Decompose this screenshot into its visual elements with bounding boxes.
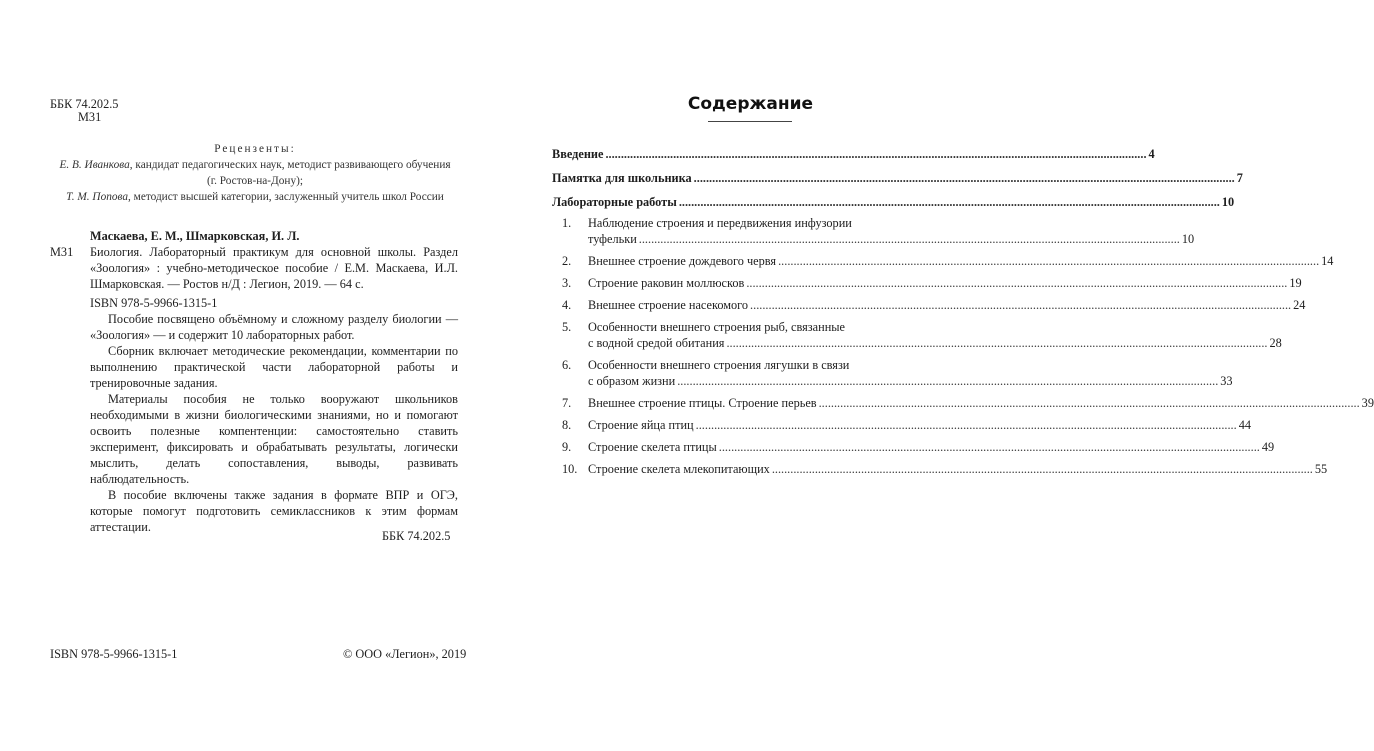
leader-dots [778, 253, 1319, 269]
toc-lab-entry[interactable] [552, 297, 1306, 313]
lab-title-row [588, 275, 1302, 291]
lab-list [552, 215, 1374, 477]
lab-number: 7. [562, 396, 572, 410]
lab-title: Строение раковин моллюсков [588, 276, 745, 290]
lab-title-row [588, 253, 1333, 269]
author-mark-top: М31 [78, 110, 102, 124]
abstract [90, 311, 458, 535]
abstract-paragraph: Пособие посвящено объёмному и сложному разделу биологии — «Зоология» — и содержит 10 лабораторных работ. [90, 312, 458, 342]
lab-title-block [588, 275, 1302, 291]
lab-title: Строение яйца птиц [588, 418, 694, 432]
lab-title-row [588, 335, 1282, 351]
lab-number: 6. [562, 358, 572, 372]
toc-lab-entry[interactable] [552, 215, 1195, 247]
toc-lab-entry[interactable] [552, 461, 1328, 477]
leader-dots [696, 417, 1237, 433]
lab-title-row [588, 417, 1251, 433]
lab-title-block [588, 253, 1333, 269]
lab-page: 10 [1181, 232, 1195, 246]
leader-dots [772, 461, 1313, 477]
lab-number: 10. [562, 462, 578, 476]
lab-title-line: Особенности внешнего строения лягушки в связи [588, 358, 850, 372]
reviewer-1 [50, 157, 460, 173]
bibliographic-record: Биология. Лабораторный практикум для основной школы. Раздел «Зоология» : учебно-методическое пособие / Е.М. Маскаева, И.Л. Шмарковская. — Ростов н/Д : Легион, 2019. — 64 с. [90, 245, 458, 291]
leader-dots [750, 297, 1291, 313]
toc-lab-entry[interactable] [552, 395, 1374, 411]
lab-title-block [588, 319, 1282, 351]
lab-title-line: Наблюдение строения и передвижения инфузории [588, 216, 852, 230]
leader-dots [819, 395, 1360, 411]
author-mark: М31 [50, 245, 74, 259]
toc-entry-lab-works[interactable] [552, 194, 1235, 210]
lab-title-block [588, 439, 1274, 455]
lab-number: 9. [562, 440, 572, 454]
lab-page: 28 [1269, 336, 1282, 350]
toc-lab-entry[interactable] [552, 357, 1233, 389]
lab-number: 2. [562, 254, 572, 268]
lab-title-row [588, 439, 1274, 455]
reviewer-2-name: Т. М. Попова [66, 191, 129, 203]
lab-number: 1. [562, 216, 572, 230]
leader-dots [746, 275, 1287, 291]
isbn-bottom: ISBN 978-5-9966-1315-1 [50, 647, 178, 661]
leader-dots [639, 231, 1180, 247]
authors: Маскаева, Е. М., Шмарковская, И. Л. [90, 229, 300, 243]
reviewer-2-desc: , методист высшей категории, заслуженный учитель школ России [128, 191, 444, 203]
leader-dots [726, 335, 1267, 351]
toc-lab-entry[interactable] [552, 275, 1302, 291]
lab-title-line: Особенности внешнего строения рыб, связанные [588, 320, 846, 334]
lab-title-row [588, 231, 1194, 247]
lab-page: 33 [1220, 374, 1233, 388]
reviewers-heading: Рецензенты: [214, 143, 296, 155]
leader-dots [605, 146, 1146, 162]
lab-title: Строение скелета млекопитающих [588, 462, 770, 476]
reviewer-1-desc: , кандидат педагогических наук, методист развивающего обучения [129, 159, 451, 171]
leader-dots [694, 170, 1235, 186]
table-of-contents [552, 146, 1374, 483]
toc-lab-entry[interactable] [552, 319, 1282, 351]
lab-title: Внешнее строение насекомого [588, 298, 749, 312]
lab-title-row [588, 395, 1374, 411]
lab-title: с водной средой обитания [588, 336, 725, 350]
lab-title-block [588, 395, 1374, 411]
lab-title: туфельки [588, 232, 637, 246]
lab-title: с образом жизни [588, 374, 676, 388]
lab-page: 39 [1361, 396, 1374, 410]
lab-number: 5. [562, 320, 572, 334]
leader-dots [719, 439, 1260, 455]
toc-lab-entry[interactable] [552, 253, 1334, 269]
lab-page: 55 [1314, 462, 1328, 476]
reviewers-block [50, 141, 460, 205]
toc-entry-introduction[interactable] [552, 146, 1155, 162]
lab-title: Внешнее строение птицы. Строение перьев [588, 396, 817, 410]
reviewer-2 [50, 189, 460, 205]
reviewer-1-city: (г. Ростов-на-Дону); [206, 175, 304, 187]
lab-title-block [588, 357, 1233, 389]
lab-title-block [588, 297, 1305, 313]
lab-title-block [588, 215, 1194, 247]
leader-dots [679, 194, 1220, 210]
lab-page: 44 [1238, 418, 1251, 432]
bbk-code-top: ББК 74.202.5 [50, 97, 119, 111]
toc-entry-page: 10 [1221, 195, 1235, 209]
leader-dots [677, 373, 1218, 389]
lab-title: Внешнее строение дождевого червя [588, 254, 777, 268]
lab-title-block [588, 461, 1327, 477]
bbk-code-bottom: ББК 74.202.5 [382, 529, 451, 543]
abstract-paragraph: Сборник включает методические рекомендации, комментарии по выполнению практической части лабораторной работы и тренировочные задания. [90, 344, 458, 390]
isbn: ISBN 978-5-9966-1315-1 [90, 296, 218, 310]
copyright: © ООО «Легион», 2019 [343, 647, 467, 661]
toc-entry-label: Введение [552, 147, 604, 161]
toc-entry-label: Памятка для школьника [552, 171, 692, 185]
toc-title: Содержание [687, 94, 814, 114]
lab-title-row [588, 297, 1305, 313]
lab-title: Строение скелета птицы [588, 440, 717, 454]
right-page [500, 0, 1374, 751]
lab-page: 19 [1289, 276, 1302, 290]
lab-number: 8. [562, 418, 572, 432]
lab-title-row [588, 373, 1233, 389]
lab-number: 4. [562, 298, 572, 312]
lab-title-block [588, 417, 1251, 433]
lab-title-row [588, 461, 1327, 477]
toc-entry-page: 4 [1148, 147, 1155, 161]
toc-entry-student-memo[interactable] [552, 170, 1243, 186]
toc-lab-entry[interactable] [552, 439, 1275, 455]
lab-page: 49 [1261, 440, 1275, 454]
title-underline [708, 121, 792, 122]
toc-entry-label: Лабораторные работы [552, 195, 677, 209]
toc-entry-page: 7 [1236, 171, 1243, 185]
left-page [0, 0, 500, 751]
reviewer-1-name: Е. В. Иванкова [59, 159, 130, 171]
lab-page: 14 [1321, 254, 1334, 268]
lab-number: 3. [562, 276, 572, 290]
abstract-paragraph: Материалы пособия не только вооружают школьников необходимыми в жизни биологическими знаниями, но и помогают освоить полезные компентенции: самостоятельно ставить эксперимент, фиксировать и обрабатывать результаты, логически мыслить, делать сопоставления, выводы, развивать наблюдательность. [90, 392, 458, 486]
abstract-paragraph: В пособие включены также задания в формате ВПР и ОГЭ, которые помогут подготовить семиклассников к этим формам аттестации. [90, 488, 458, 534]
toc-lab-entry[interactable] [552, 417, 1251, 433]
lab-page: 24 [1293, 298, 1306, 312]
